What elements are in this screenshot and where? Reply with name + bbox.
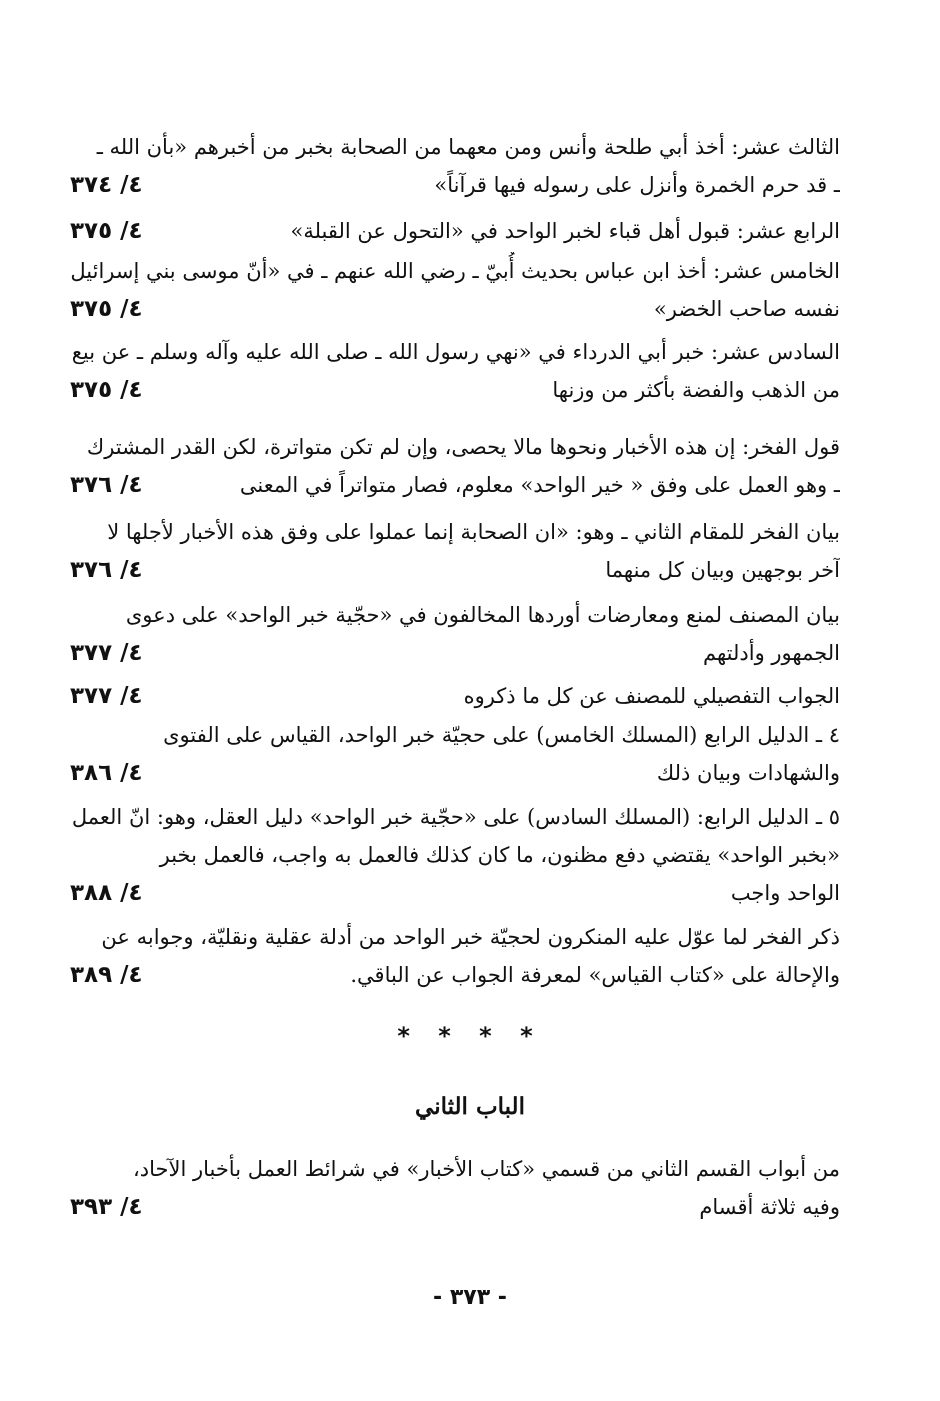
entry-line: من الذهب والفضة بأكثر من وزنها: [552, 378, 840, 402]
page-reference: ٤/ ٣٧٥: [70, 218, 143, 244]
toc-entry: [70, 252, 840, 328]
toc-entry: [70, 716, 840, 792]
chapter-title: الباب الثاني: [415, 1093, 525, 1120]
entry-line: الخامس عشر: أخذ ابن عباس بحديث أُبيّ ـ رضي الله عنهم ـ في «أنّ موسى بني إسرائيل: [70, 259, 840, 283]
page-reference: ٤/ ٣٧٤: [70, 172, 143, 198]
entry-line: الواحد واجب: [730, 881, 840, 905]
toc-entry: [70, 128, 840, 204]
page-reference: ٤/ ٣٧٧: [70, 683, 143, 709]
entry-line: الثالث عشر: أخذ أبي طلحة وأنس ومن معهما من الصحابة بخبر من أخبرهم «بأن الله ـ: [96, 135, 840, 159]
page-reference: ٤/ ٣٨٦: [70, 760, 143, 786]
page-reference: ٤/ ٣٧٥: [70, 296, 143, 322]
entry-line: ـ وهو العمل على وفق « خير الواحد» معلوم، فصار متواتراً في المعنى: [239, 473, 840, 497]
page-reference: ٤/ ٣٨٩: [70, 962, 143, 988]
entry-line: الرابع عشر: قبول أهل قباء لخبر الواحد في «التحول عن القبلة»: [290, 219, 840, 243]
entry-line: وفيه ثلاثة أقسام: [699, 1195, 840, 1219]
entry-line: والإحالة على «كتاب القياس» لمعرفة الجواب عن الباقي.: [350, 963, 840, 987]
entry-line: من أبواب القسم الثاني من قسمي «كتاب الأخبار» في شرائط العمل بأخبار الآحاد،: [132, 1157, 840, 1181]
page-reference: ٤/ ٣٩٣: [70, 1194, 143, 1220]
entry-line: قول الفخر: إن هذه الأخبار ونحوها مالا يحصى، وإن لم تكن متواترة، لكن القدر المشترك: [86, 435, 840, 459]
entry-line: بيان الفخر للمقام الثاني ـ وهو: «ان الصحابة إنما عملوا على وفق هذه الأخبار لأجلها لا: [107, 520, 840, 544]
toc-entry: [70, 798, 840, 912]
page-number: - ٣٧٣ -: [433, 1285, 507, 1310]
page-reference: ٤/ ٣٧٦: [70, 472, 143, 498]
toc-entry: [70, 1150, 840, 1226]
entry-line: نفسه صاحب الخضر»: [653, 297, 840, 321]
entry-line: ٥ ـ الدليل الرابع: (المسلك السادس) على «حجّية خبر الواحد» دليل العقل، وهو: انّ العمل: [71, 805, 840, 829]
toc-entry: [70, 513, 840, 589]
toc-entry: [70, 596, 840, 672]
page-reference: ٤/ ٣٧٥: [70, 377, 143, 403]
separator-stars: * * * *: [397, 1022, 543, 1050]
entry-line: السادس عشر: خبر أبي الدرداء في «نهي رسول الله ـ صلى الله عليه وآله وسلم ـ عن بيع: [71, 340, 840, 364]
entry-line: ذكر الفخر لما عوّل عليه المنكرون لحجيّة خبر الواحد من أدلة عقلية ونقليّة، وجوابه عن: [101, 925, 840, 949]
toc-entry: [70, 333, 840, 409]
toc-entry: [70, 918, 840, 994]
entry-line: ٤ ـ الدليل الرابع (المسلك الخامس) على حجيّة خبر الواحد، القياس على الفتوى: [163, 723, 840, 747]
entry-line: «بخبر الواحد» يقتضي دفع مظنون، ما كان كذلك فالعمل به واجب، فالعمل بخبر: [159, 843, 840, 867]
toc-entry: [70, 212, 840, 250]
entry-line: بيان المصنف لمنع ومعارضات أوردها المخالفون في «حجّية خبر الواحد» على دعوى: [125, 603, 840, 627]
entry-line: ـ قد حرم الخمرة وأنزل على رسوله فيها قرآناً»: [434, 173, 840, 197]
page-reference: ٤/ ٣٧٦: [70, 557, 143, 583]
toc-entry: [70, 428, 840, 504]
entry-line: الجواب التفصيلي للمصنف عن كل ما ذكروه: [463, 684, 840, 708]
entry-line: الجمهور وأدلتهم: [703, 641, 840, 665]
page-reference: ٤/ ٣٧٧: [70, 640, 143, 666]
toc-entry: [70, 677, 840, 715]
page-reference: ٤/ ٣٨٨: [70, 880, 143, 906]
entry-line: والشهادات وبيان ذلك: [656, 761, 840, 785]
entry-line: آخر بوجهين وبيان كل منهما: [605, 558, 840, 582]
